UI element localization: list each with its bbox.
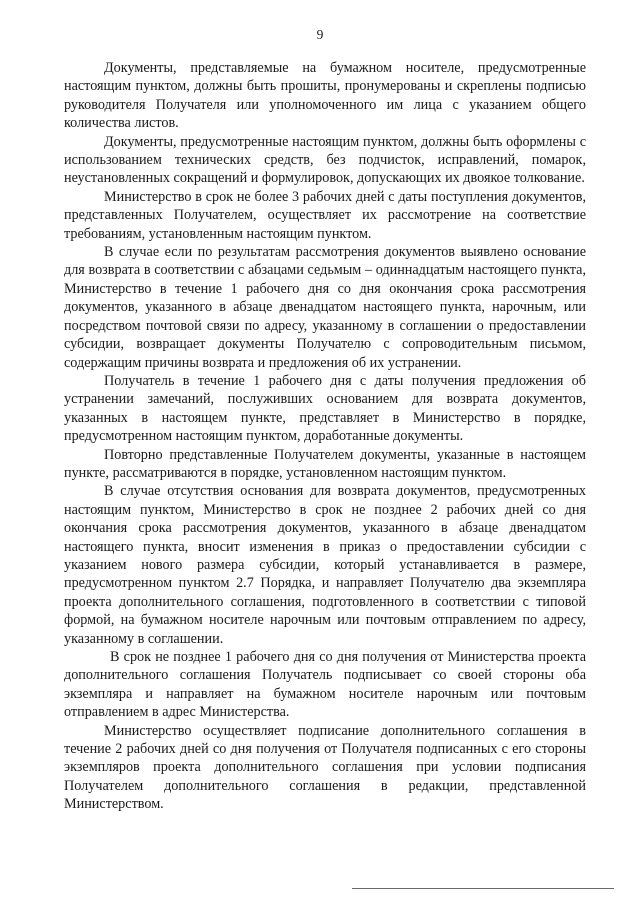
bottom-divider-line bbox=[352, 888, 614, 889]
paragraph: Министерство осуществляет подписание дополнительного соглашения в течение 2 рабочих дней со дня получения от Получателя подписанных с его стороны экземпляров проекта дополнительного соглашения при условии подписания Получателем дополнительного соглашения в редакции, представленной Министерством. bbox=[64, 722, 586, 813]
paragraph: Документы, предусмотренные настоящим пунктом, должны быть оформлены с использованием технических средств, без подчисток, исправлений, помарок, неустановленных сокращений и формулировок, допускающих их двоякое толкование. bbox=[64, 133, 586, 187]
paragraph: В случае отсутствия основания для возврата документов, предусмотренных настоящим пунктом, Министерство в срок не позднее 2 рабочих дней со дня окончания срока рассмотрения документов, указанного в абзаце двенадцатом настоящего пункта, вносит изменения в приказ о предоставлении субсидии с указанием нового размера субсидии, который устанавливается в размере, предусмотренном пунктом 2.7 Порядка, и направляет Получателю два экземпляра проекта дополнительного соглашения, подготовленного в соответствии с типовой формой, на бумажном носителе нарочным или почтовым отправлением по адресу, указанному в соглашении. bbox=[64, 483, 586, 647]
paragraph: Повторно представленные Получателем документы, указанные в настоящем пункте, рассматриваются в порядке, установленном настоящим пунктом. bbox=[64, 446, 586, 481]
page-number: 9 bbox=[316, 27, 324, 42]
paragraph: В случае если по результатам рассмотрения документов выявлено основание для возврата в соответствии с абзацами седьмым – одиннадцатым настоящего пункта, Министерство в течение 1 рабочего дня со дня окончания срока рассмотрения документов, указанного в абзаце двенадцатом настоящего пункта, нарочным, или посредством почтовой связи по адресу, указанному в соглашении о предоставлении субсидии, возвращает документы Получателю с сопроводительным письмом, содержащим причины возврата и предложения об их устранении. bbox=[64, 244, 586, 371]
document-body bbox=[64, 59, 586, 814]
paragraph: Документы, представляемые на бумажном носителе, предусмотренные настоящим пунктом, должны быть прошиты, пронумерованы и скреплены подписью руководителя Получателя или уполномоченного им лица с указанием общего количества листов. bbox=[64, 60, 586, 132]
paragraph: Министерство в срок не более 3 рабочих дней с даты поступления документов, представленных Получателем, осуществляет их рассмотрение на соответствие требованиям, установленным настоящим пунктом. bbox=[64, 188, 586, 242]
paragraph: В срок не позднее 1 рабочего дня со дня получения от Министерства проекта дополнительного соглашения Получатель подписывает со своей стороны оба экземпляра и направляет на бумажном носителе нарочным или почтовым отправлением в адрес Министерства. bbox=[64, 649, 586, 721]
paragraph: Получатель в течение 1 рабочего дня с даты получения предложения об устранении замечаний, послуживших основанием для возврата документов, указанных в настоящем пункте, представляет в Министерство в порядке, предусмотренном настоящим пунктом, доработанные документы. bbox=[64, 372, 586, 445]
